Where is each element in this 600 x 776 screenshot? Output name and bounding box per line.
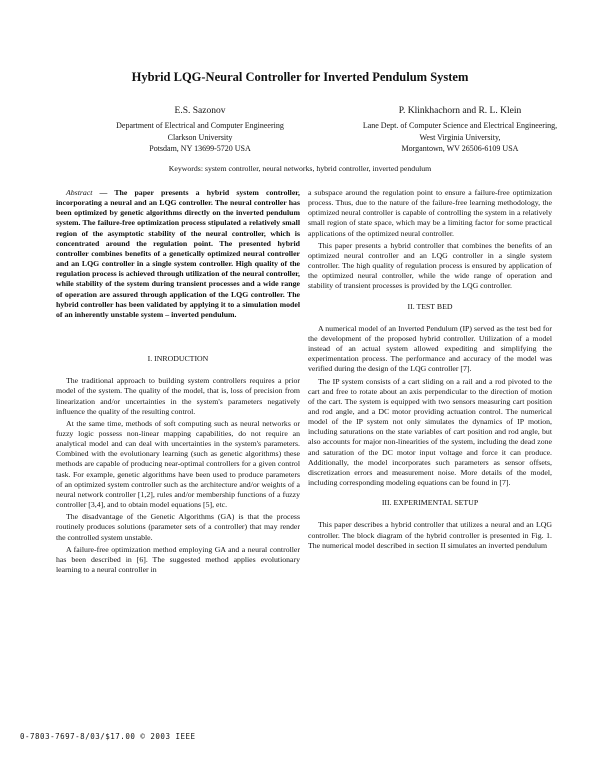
copyright-footer: 0-7803-7697-8/03/$17.00 © 2003 IEEE <box>20 732 196 741</box>
author-address: Morgantown, WV 26506-6109 USA <box>401 144 519 153</box>
left-column <box>56 188 300 577</box>
author-name: P. Klinkhachorn and R. L. Klein <box>398 106 522 116</box>
page-title: Hybrid LQG-Neural Controller for Inverted Pendulum System <box>131 70 469 84</box>
author-affiliation: West Virginia University, <box>419 132 501 142</box>
section-heading-test-bed: II. TEST BED <box>407 301 453 311</box>
author-affiliation: Clarkson University <box>167 132 233 142</box>
abstract-label: Abstract <box>66 188 93 197</box>
paragraph: A failure-free optimization method employing GA and a neural controller has been described in [6]. The suggested method applies evolutionary learning to a neural controller in <box>56 544 300 574</box>
abstract <box>56 188 300 320</box>
right-column <box>308 188 552 553</box>
paragraph: This paper presents a hybrid controller that combines the benefits of an optimized neural controller and an LQG controller in a single system controller. The high quality of regulation process is ensured by application of the optimized neural controller, while the wide range of operation and stability of transient processes is provided by the LQG controller. <box>308 240 552 291</box>
paragraph: This paper describes a hybrid controller that utilizes a neural and an LQG controller. The block diagram of the hybrid controller is presented in Fig. 1. The numerical model described in section II simulates an inverted pendulum <box>308 520 552 550</box>
paragraph: At the same time, methods of soft computing such as neural networks or fuzzy logic possess non-linear mapping capabilities, do not require an analytical model and can deal with uncertainties in the system's parameters. Combined with the evolutionary learning (such as genetic algorithms) these methods are capable of producing near-optimal controllers for a given control task. For example, genetic algorithms have been used to produce parameters of an optimized system controller such as the architecture and/or weights of a neural network controller [1,2], rules and/or membership functions of a fuzzy controller [3,4], and to obtain model equations [5], etc. <box>56 418 300 510</box>
section-heading-introduction: I. INRODUCTION <box>147 354 209 364</box>
paragraph: The traditional approach to building system controllers requires a prior model of the system. The quality of the model, that is, loss of precision from linearization and/or uncertainties in the system's parameters negatively influence the quality of the resulting control. <box>56 376 300 416</box>
section-heading-experimental-setup: III. EXPERIMENTAL SETUP <box>381 498 479 508</box>
author-affiliation: Department of Electrical and Computer Engineering <box>116 121 284 130</box>
author-block-right <box>330 105 590 155</box>
paragraph: a subspace around the regulation point to ensure a failure-free optimization process. Thus, due to the nature of the failure-free learning methodology, the optimized neural controller is capable of controlling the system in a relatively small region of state space, which may be a limiting factor for some practical applications of the optimized neural controller. <box>308 188 552 238</box>
abstract-dash: — <box>92 188 115 197</box>
paragraph: A numerical model of an Inverted Pendulum (IP) served as the test bed for the development of the proposed hybrid controller. Utilization of a model instead of an actual system allowed expediting and simplifying the experimentation process. The performance and accuracy of the model was verified during the design of the LQG controller [7]. <box>308 323 552 374</box>
paragraph: The IP system consists of a cart sliding on a rail and a rod pivoted to the cart and free to rotate about an axis perpendicular to the direction of motion of the cart. The system is equipped with two sensors measuring cart position and rod angle, and a DC motor providing actuation control. The numerical model of the IP system not only simulates the dynamics of IP motion, including saturations on the state variables of cart position and rod angle, but also accounts for major non-linearities of the system, including the dead zone and saturation of the DC motor input voltage and force it can produce. Additionally, the model incorporates such parameters as sensor offsets, discretization errors and measurement noise. More details of the model, including corresponding modeling equations can be found in [7]. <box>308 376 552 488</box>
author-name: E.S. Sazonov <box>174 106 226 116</box>
author-block-left <box>80 105 320 155</box>
author-address: Potsdam, NY 13699-5720 USA <box>149 144 251 153</box>
author-affiliation: Lane Dept. of Computer Science and Electrical Engineering, <box>362 121 558 130</box>
paragraph: The disadvantage of the Genetic Algorithms (GA) is that the process routinely produces solutions (parameter sets of a controller) that may render the controlled system unstable. <box>56 512 300 542</box>
keywords: Keywords: system controller, neural networks, hybrid controller, inverted pendulum <box>168 164 432 173</box>
abstract-body: The paper presents a hybrid system controller, incorporating a neural and an LQG controller. The neural controller has been optimized by genetic algorithms directly on the inverted pendulum system. The failure-free optimization process stipulated a relatively small region of the asymptotic stability of the neural controller, which is concentrated around the regulation point. The presented hybrid controller combines benefits of a genetically optimized neural controller and an LQG controller in a single system controller. High quality of the regulation process is achieved through utilization of the neural controller, while stability of the system during transient processes and a wide range of operation are assured through application of the LQG controller. The hybrid controller has been validated by applying it to a simulation model of an inherently unstable system – inverted pendulum. <box>56 188 300 319</box>
